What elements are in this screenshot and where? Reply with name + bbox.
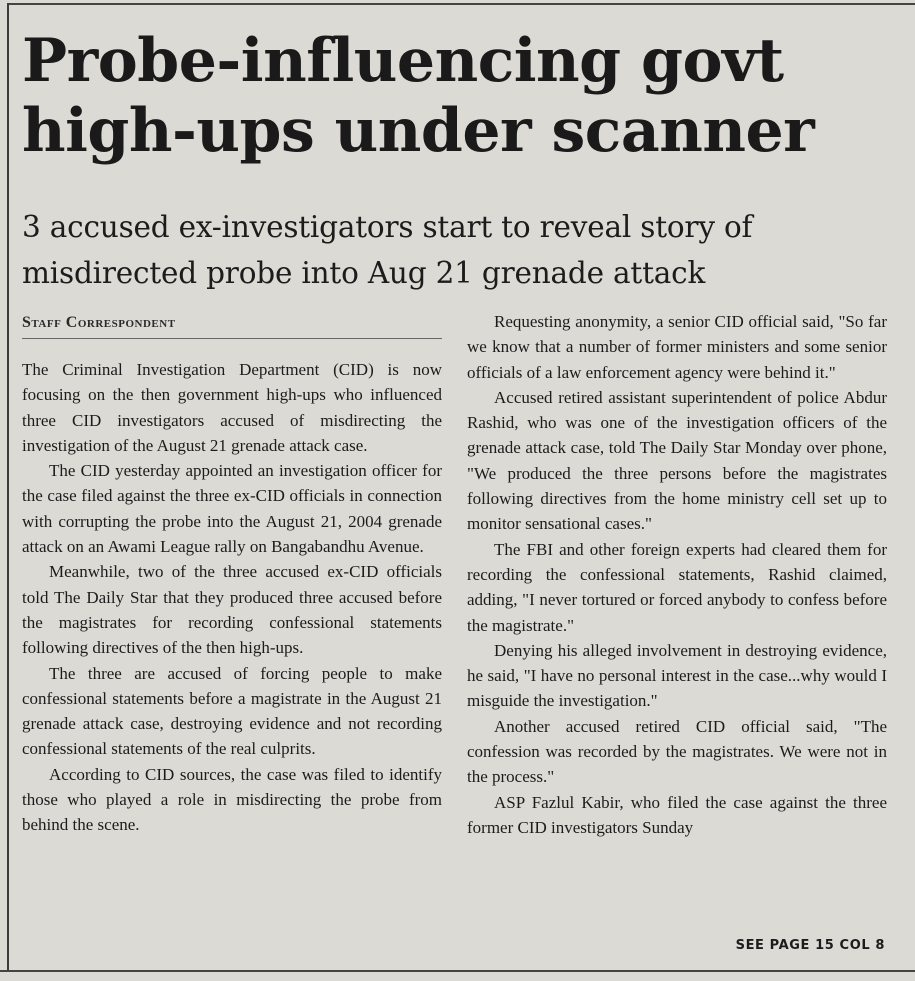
bottom-border-rule [0, 970, 915, 972]
left-border-rule [7, 3, 9, 971]
paragraph: The FBI and other foreign experts had cleared them for recording the confessional statements, Rashid claimed, adding, "I never tortured or forced anybody to confess before the magistrate." [467, 539, 887, 635]
top-border-rule [8, 3, 915, 5]
headline: Probe-influencing govt high-ups under scanner [22, 26, 815, 166]
paragraph: Accused retired assistant superintendent of police Abdur Rashid, who was one of the investigation officers of the grenade attack case, told The Daily Star Monday over phone, "We produced the three persons before the magistrates following directives from the home ministry cell set up to monitor sensational cases." [467, 387, 887, 534]
subheadline: 3 accused ex-investigators start to reveal story of misdirected probe into Aug 21 grenade attack [22, 210, 753, 290]
paragraph: Another accused retired CID official said, "The confession was recorded by the magistrates. We were not in the process." [467, 716, 887, 787]
paragraph: Meanwhile, two of the three accused ex-CID officials told The Daily Star that they produced three accused before the magistrates for recording confessional statements following directives of the then high-ups. [22, 562, 442, 658]
continuation-note: SEE PAGE 15 COL 8 [735, 938, 885, 953]
paragraph: The CID yesterday appointed an investigation officer for the case filed against the three ex-CID officials in connection with corrupting the probe into the August 21, 2004 grenade attack on an Awami League rally on Bangabandhu Avenue. [22, 461, 442, 557]
paragraph: Requesting anonymity, a senior CID official said, "So far we know that a number of former ministers and some senior officials of a law enforcement agency were behind it." [467, 312, 887, 382]
paragraph: The Criminal Investigation Department (CID) is now focusing on the then government high-ups who influenced three CID investigators accused of misdirecting the investigation of the August 21 grenade attack case. [22, 360, 442, 455]
paragraph: ASP Fazlul Kabir, who filed the case against the three former CID investigators Sunday [467, 792, 887, 837]
byline: Staff Correspondent [22, 314, 442, 339]
paragraph: The three are accused of forcing people to make confessional statements before a magistrate in the August 21 grenade attack case, destroying evidence and not recording confessional statements of the real culprits. [22, 663, 442, 759]
right-column [467, 309, 887, 840]
paragraph: According to CID sources, the case was filed to identify those who played a role in misdirecting the probe from behind the scene. [22, 764, 442, 835]
left-column [22, 357, 442, 838]
paragraph: Denying his alleged involvement in destroying evidence, he said, "I have no personal interest in the case...why would I misguide the investigation." [467, 640, 887, 711]
